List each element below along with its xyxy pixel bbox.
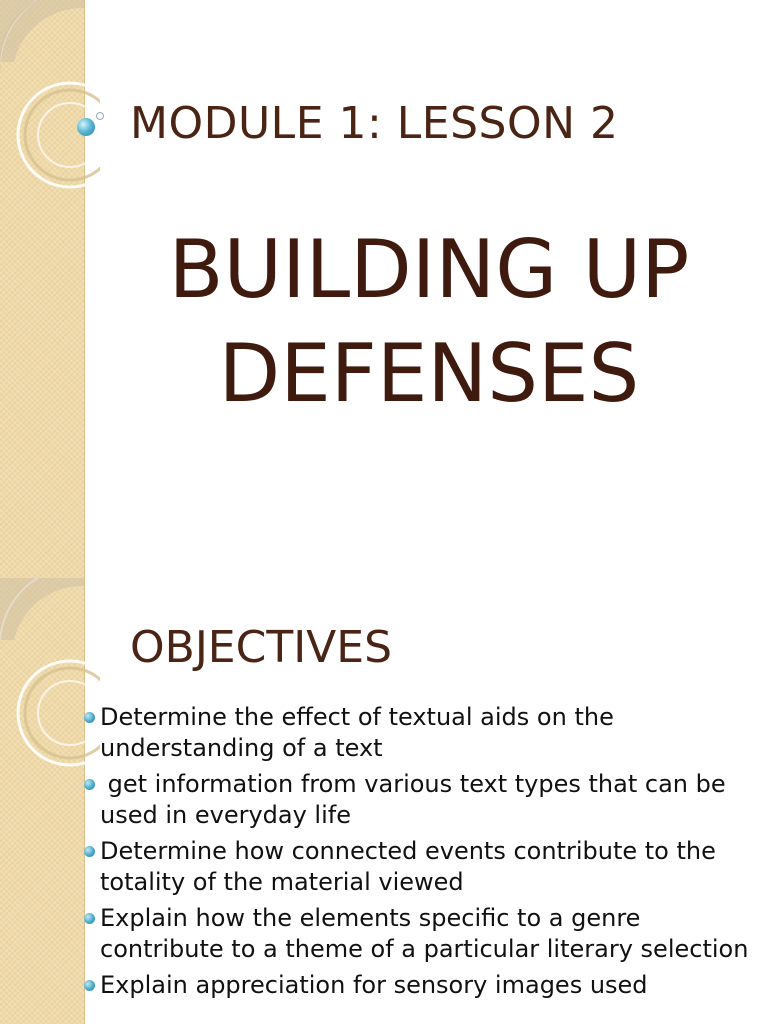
objective-text: Determine the effect of textual aids on the understanding of a text bbox=[100, 703, 614, 762]
objective-item bbox=[84, 702, 764, 764]
bullet-icon bbox=[84, 779, 95, 790]
bullet-icon bbox=[84, 846, 95, 857]
module-heading: MODULE 1: LESSON 2 bbox=[130, 98, 619, 149]
objectives-slide bbox=[0, 578, 768, 1024]
decorative-side-strip bbox=[0, 0, 85, 578]
objective-item bbox=[84, 903, 764, 965]
decorative-circles-icon bbox=[0, 0, 100, 578]
objective-text: Explain how the elements specific to a genre contribute to a theme of a particular literary selection bbox=[100, 904, 749, 963]
objectives-heading: OBJECTIVES bbox=[130, 622, 393, 673]
lesson-title-line-2: DEFENSES bbox=[218, 327, 640, 420]
title-bullet-icon bbox=[77, 118, 95, 136]
objectives-list bbox=[84, 702, 764, 1006]
objective-item bbox=[84, 970, 764, 1001]
decorative-side-strip bbox=[0, 578, 85, 1024]
small-circle-icon bbox=[96, 112, 104, 120]
objective-item bbox=[84, 769, 764, 831]
lesson-title-line-1: BUILDING UP bbox=[168, 223, 690, 316]
objective-text: Determine how connected events contribute to the totality of the material viewed bbox=[100, 837, 716, 896]
objective-text: get information from various text types that can be used in everyday life bbox=[100, 770, 734, 829]
bullet-icon bbox=[84, 913, 95, 924]
objective-text: Explain appreciation for sensory images used bbox=[100, 971, 648, 999]
bullet-icon bbox=[84, 980, 95, 991]
lesson-title bbox=[90, 218, 768, 426]
objective-item bbox=[84, 836, 764, 898]
bullet-icon bbox=[84, 712, 95, 723]
